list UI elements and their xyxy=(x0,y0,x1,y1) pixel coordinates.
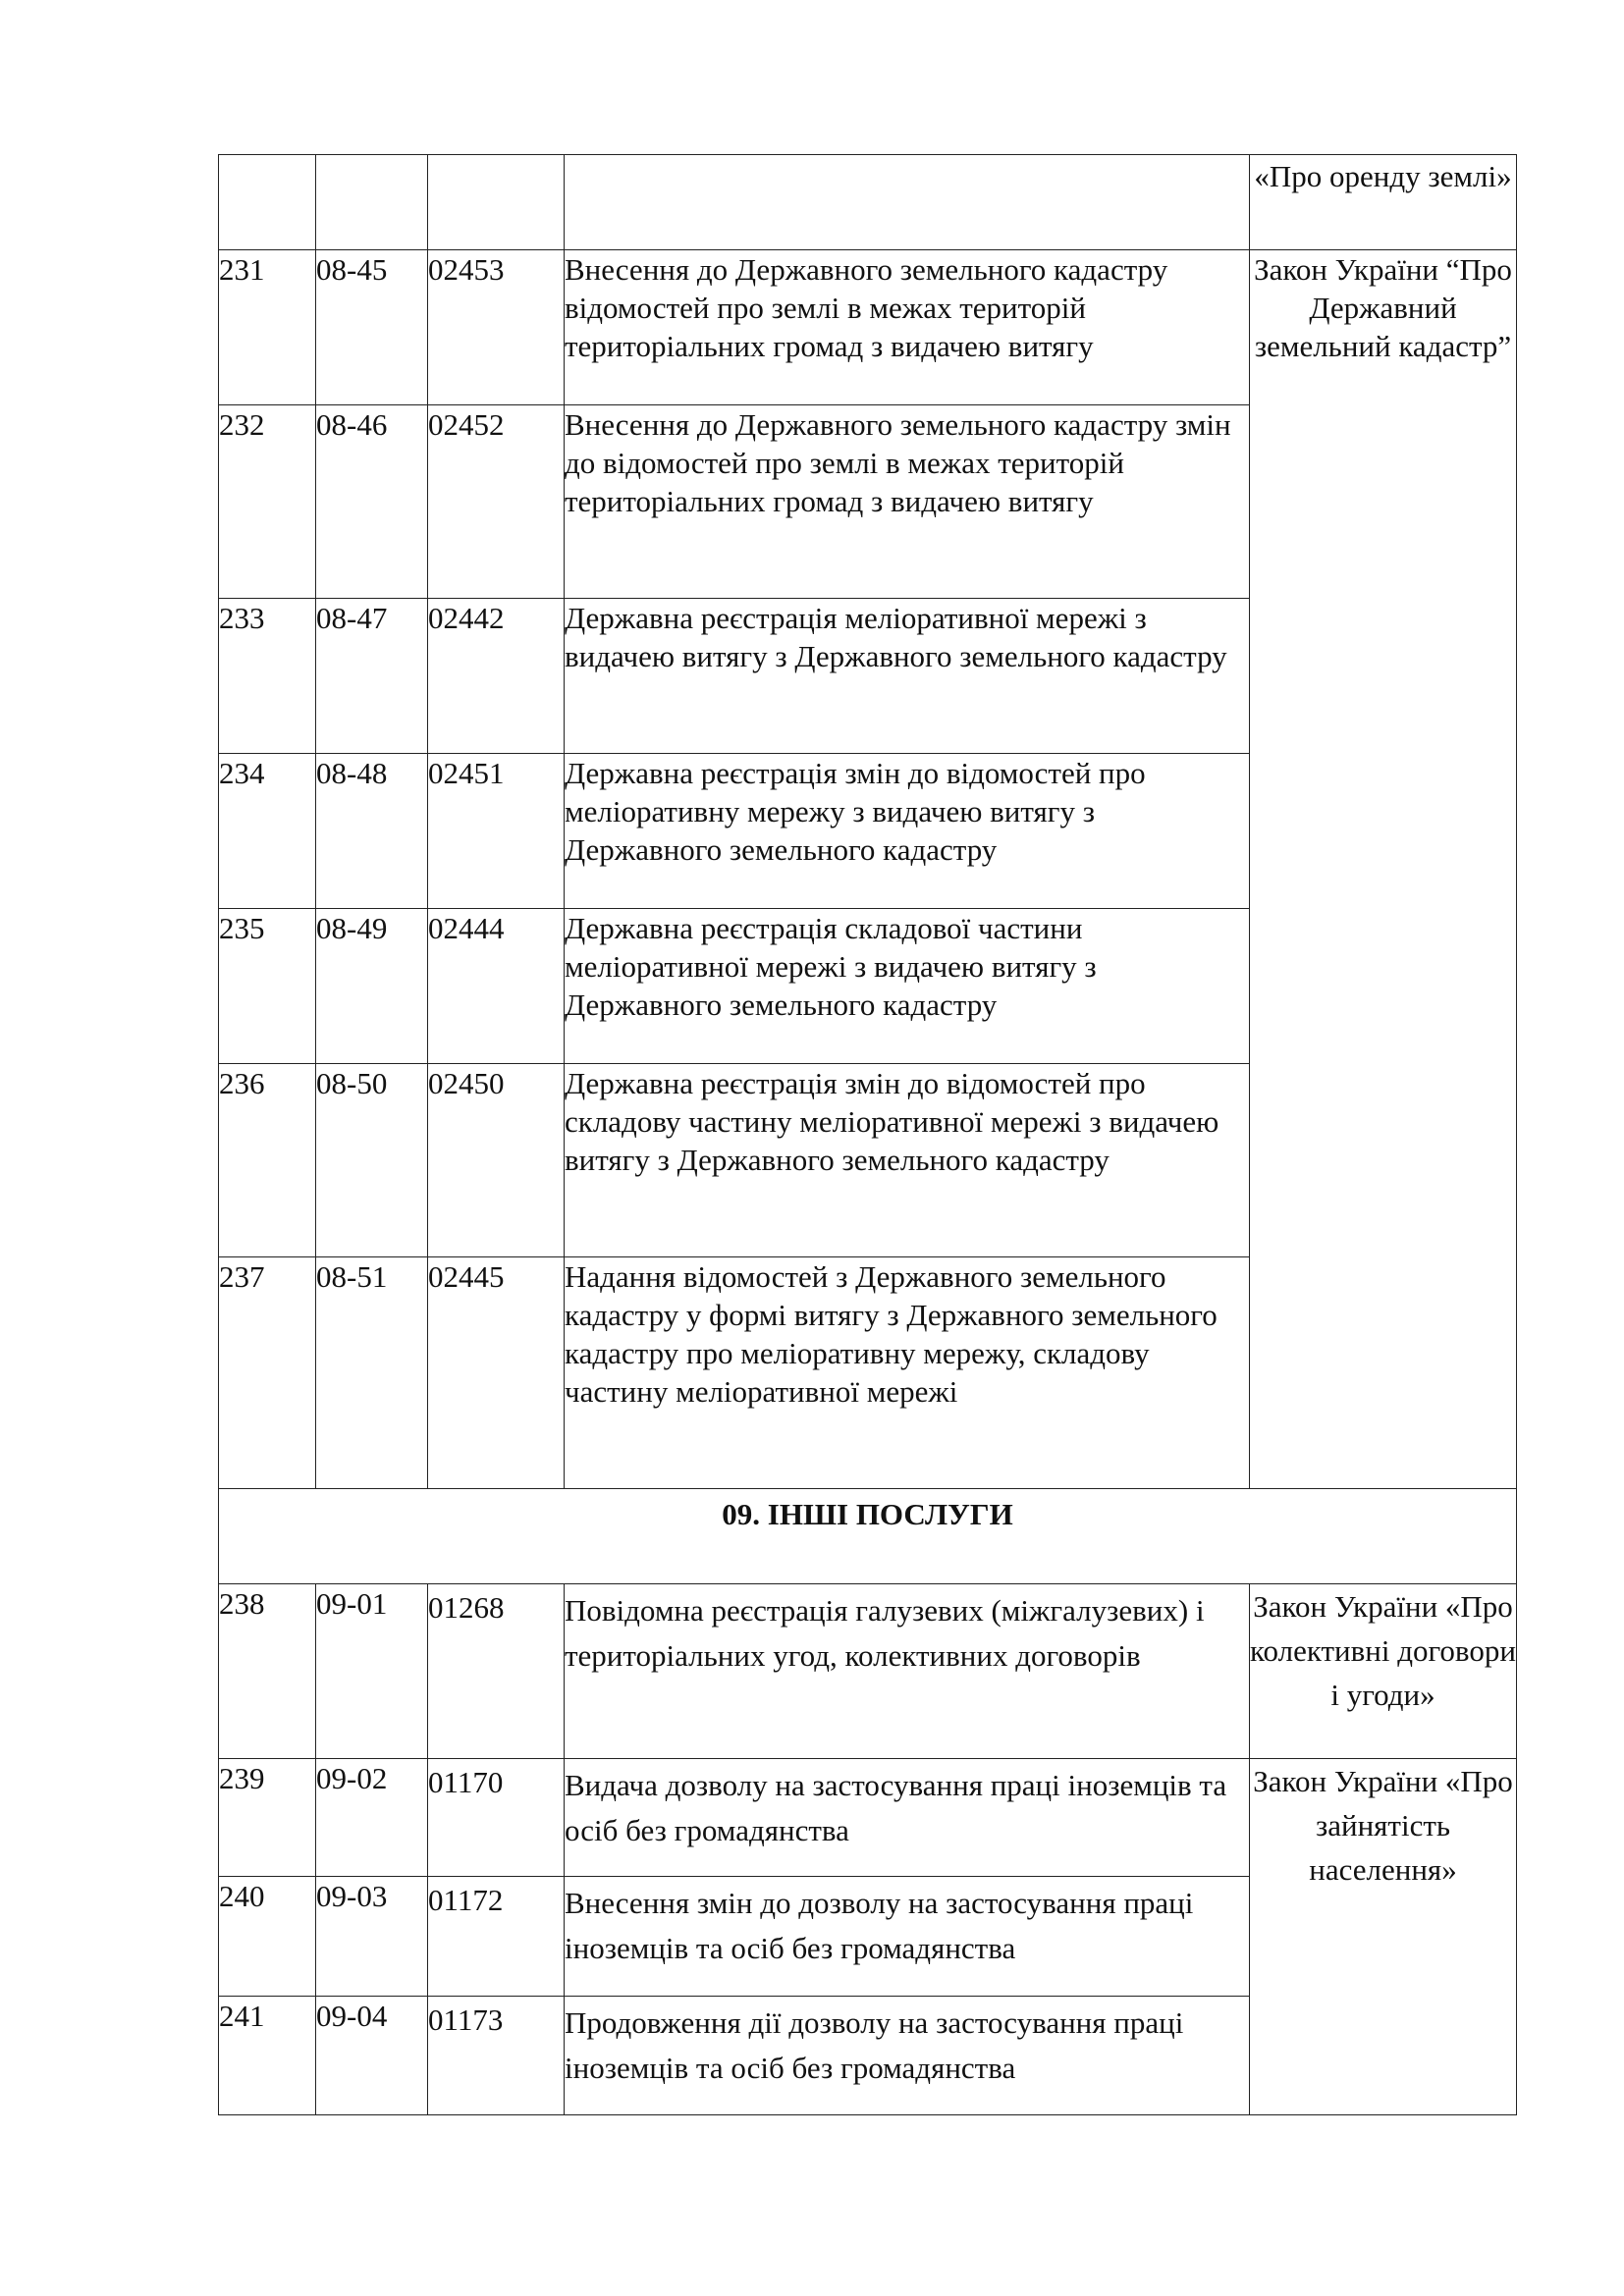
law-cell: Закон України «Про зайнятість населення» xyxy=(1250,1759,1517,2115)
service-name: Внесення до Державного земельного кадастру відомостей про землі в межах територій територіальних громад з видачею витягу xyxy=(565,250,1250,405)
law-cell: «Про оренду землі» xyxy=(1250,155,1517,250)
service-id: 02451 xyxy=(428,754,565,909)
service-name: Державна реєстрація змін до відомостей про меліоративну мережу з видачею витягу з Державного земельного кадастру xyxy=(565,754,1250,909)
row-code: 08-48 xyxy=(316,754,428,909)
service-name: Державна реєстрація складової частини меліоративної мережі з видачею витягу з Державного земельного кадастру xyxy=(565,909,1250,1064)
law-cell: Закон України “Про Державний земельний кадастр” xyxy=(1250,250,1517,1489)
row-code: 08-50 xyxy=(316,1064,428,1257)
service-id: 02444 xyxy=(428,909,565,1064)
service-name: Продовження дії дозволу на застосування праці іноземців та осіб без громадянства xyxy=(565,1997,1250,2115)
service-name: Державна реєстрація змін до відомостей про складову частину меліоративної мережі з видачею витягу з Державного земельного кадастру xyxy=(565,1064,1250,1257)
row-number: 241 xyxy=(219,1997,316,2115)
law-cell: Закон України «Про колективні договори і угоди» xyxy=(1250,1584,1517,1759)
section-title: 09. ІНШІ ПОСЛУГИ xyxy=(219,1489,1517,1584)
table-row xyxy=(219,250,1517,405)
row-number: 239 xyxy=(219,1759,316,1877)
row-code: 08-46 xyxy=(316,405,428,599)
code-cell xyxy=(316,155,428,250)
table-row xyxy=(219,1759,1517,1877)
row-code: 08-45 xyxy=(316,250,428,405)
row-number: 233 xyxy=(219,599,316,754)
row-number: 232 xyxy=(219,405,316,599)
service-id: 01170 xyxy=(428,1759,565,1877)
service-id: 02445 xyxy=(428,1257,565,1489)
row-code: 09-01 xyxy=(316,1584,428,1759)
row-code: 08-47 xyxy=(316,599,428,754)
row-number: 235 xyxy=(219,909,316,1064)
service-id: 02453 xyxy=(428,250,565,405)
table-row xyxy=(219,155,1517,250)
row-number: 231 xyxy=(219,250,316,405)
service-id: 01268 xyxy=(428,1584,565,1759)
row-code: 09-04 xyxy=(316,1997,428,2115)
row-number: 238 xyxy=(219,1584,316,1759)
service-id: 02442 xyxy=(428,599,565,754)
row-code: 08-51 xyxy=(316,1257,428,1489)
row-code: 08-49 xyxy=(316,909,428,1064)
row-number: 236 xyxy=(219,1064,316,1257)
service-name: Надання відомостей з Державного земельного кадастру у формі витягу з Державного земельного кадастру про меліоративну мережу, складову частину меліоративної мережі xyxy=(565,1257,1250,1489)
table-row xyxy=(219,1584,1517,1759)
row-number: 240 xyxy=(219,1877,316,1997)
service-id: 01172 xyxy=(428,1877,565,1997)
service-id: 02452 xyxy=(428,405,565,599)
row-number: 234 xyxy=(219,754,316,909)
row-number: 237 xyxy=(219,1257,316,1489)
name-cell xyxy=(565,155,1250,250)
id-cell xyxy=(428,155,565,250)
row-code: 09-03 xyxy=(316,1877,428,1997)
service-id: 01173 xyxy=(428,1997,565,2115)
services-table xyxy=(218,154,1517,2115)
service-id: 02450 xyxy=(428,1064,565,1257)
service-name: Внесення до Державного земельного кадастру змін до відомостей про землі в межах територій територіальних громад з видачею витягу xyxy=(565,405,1250,599)
service-name: Видача дозволу на застосування праці іноземців та осіб без громадянства xyxy=(565,1759,1250,1877)
service-name: Державна реєстрація меліоративної мережі з видачею витягу з Державного земельного кадастру xyxy=(565,599,1250,754)
num-cell xyxy=(219,155,316,250)
service-name: Внесення змін до дозволу на застосування праці іноземців та осіб без громадянства xyxy=(565,1877,1250,1997)
row-code: 09-02 xyxy=(316,1759,428,1877)
service-name: Повідомна реєстрація галузевих (міжгалузевих) і територіальних угод, колективних договорів xyxy=(565,1584,1250,1759)
section-header-row xyxy=(219,1489,1517,1584)
